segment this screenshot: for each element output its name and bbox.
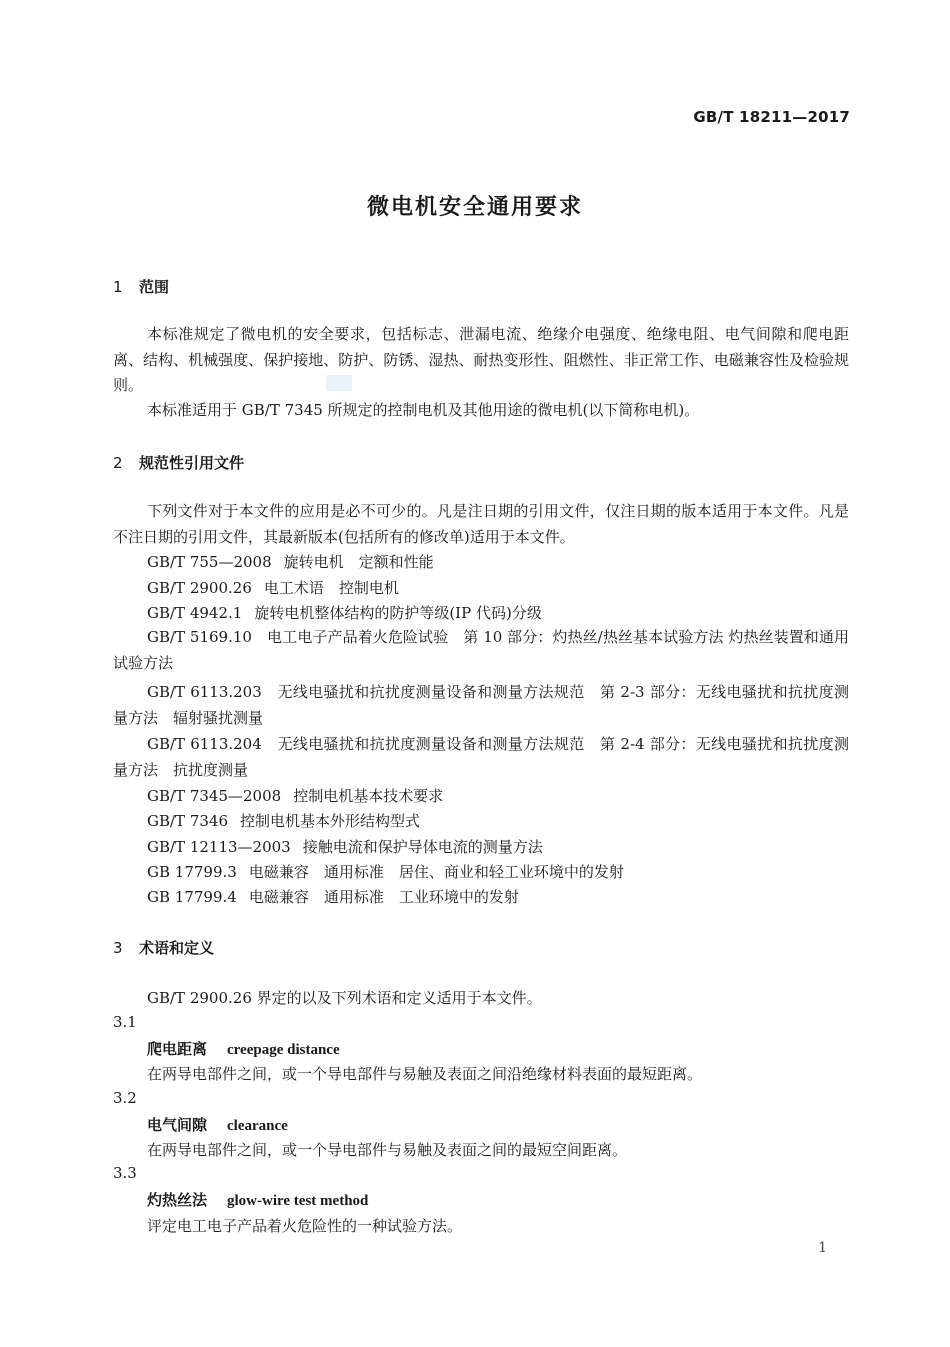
scope-paragraph-2: 本标准适用于 GB/T 7345 所规定的控制电机及其他用途的微电机(以下简称电机)。: [147, 401, 700, 419]
reference-title: 接触电流和保护导体电流的测量方法: [302, 838, 543, 856]
reference-title: 电磁兼容 通用标准 居住、商业和轻工业环境中的发射: [248, 863, 624, 881]
reference-code: GB/T 7346: [147, 812, 229, 830]
reference-item: [147, 602, 542, 623]
reference-code: GB/T 6113.203: [147, 683, 262, 701]
term-definition: 在两导电部件之间，或一个导电部件与易触及表面之间的最短空间距离。: [147, 1141, 628, 1159]
reference-code: GB/T 4942.1: [147, 604, 243, 622]
reference-title: 无线电骚扰和抗扰度测量设备和测量方法规范 第 2-4 部分：无线电骚扰和抗扰度测量方法 抗扰度测量: [113, 735, 849, 779]
reference-item: [113, 732, 849, 783]
reference-title: 旋转电机整体结构的防护等级(IP 代码)分级: [254, 604, 542, 622]
reference-code: GB/T 12113—2003: [147, 838, 291, 856]
document-title: 微电机安全通用要求: [366, 195, 583, 220]
standard-code: GB/T 18211—2017: [693, 108, 850, 126]
reference-item: [147, 836, 543, 857]
term-definition: 在两导电部件之间，或一个导电部件与易触及表面之间沿绝缘材料表面的最短距离。: [147, 1065, 703, 1083]
reference-title: 控制电机基本外形结构型式: [240, 812, 421, 830]
reference-code: GB 17799.3: [147, 863, 237, 881]
reference-title: 电工术语 控制电机: [263, 579, 399, 597]
scope-paragraph-1: 本标准规定了微电机的安全要求，包括标志、泄漏电流、绝缘介电强度、绝缘电阻、电气间隙和爬电距离、结构、机械强度、保护接地、防护、防锈、湿热、耐热变形性、阻燃性、非正常工作、电磁兼容性及检验规则。: [113, 325, 849, 394]
reference-code: GB/T 7345—2008: [147, 787, 282, 805]
reference-code: GB 17799.4: [147, 888, 237, 906]
reference-item: [113, 625, 849, 676]
reference-item: [147, 810, 420, 831]
section-title: 范围: [139, 278, 170, 296]
term-number: 3.3: [113, 1164, 137, 1182]
term-en: glow-wire test method: [227, 1193, 369, 1209]
section-heading-normative-references: [113, 452, 244, 473]
term-zh: 爬电距离: [147, 1040, 208, 1058]
section-heading-terms: [113, 937, 214, 958]
term-zh: 灼热丝法: [147, 1191, 208, 1209]
reference-title: 控制电机基本技术要求: [293, 787, 444, 805]
term-zh: 电气间隙: [147, 1116, 208, 1134]
section-number: 3: [113, 939, 123, 957]
section-title: 术语和定义: [139, 939, 215, 957]
term-definition: 评定电工电子产品着火危险性的一种试验方法。: [147, 1217, 463, 1235]
reference-title: 无线电骚扰和抗扰度测量设备和测量方法规范 第 2-3 部分：无线电骚扰和抗扰度测量方法 辐射骚扰测量: [113, 683, 849, 727]
page-number: 1: [818, 1240, 827, 1256]
reference-code: GB/T 5169.10: [147, 628, 252, 646]
term-number: 3.2: [113, 1089, 137, 1107]
section-number: 1: [113, 278, 123, 296]
reference-item: [113, 680, 849, 731]
reference-code: GB/T 2900.26: [147, 579, 252, 597]
term-heading: [147, 1189, 368, 1210]
reference-item: [147, 551, 434, 572]
section-heading-scope: [113, 276, 169, 297]
reference-item: [147, 886, 519, 907]
term-heading: [147, 1038, 340, 1059]
reference-item: [147, 577, 399, 598]
reference-item: [147, 785, 443, 806]
term-en: clearance: [227, 1118, 288, 1134]
term-number: 3.1: [113, 1013, 137, 1031]
reference-item: [147, 861, 624, 882]
term-heading: [147, 1114, 288, 1135]
references-intro: 下列文件对于本文件的应用是必不可少的。凡是注日期的引用文件，仅注日期的版本适用于本文件。凡是不注日期的引用文件，其最新版本(包括所有的修改单)适用于本文件。: [113, 502, 849, 546]
reference-title: 电磁兼容 通用标准 工业环境中的发射: [248, 888, 519, 906]
section-title: 规范性引用文件: [139, 454, 245, 472]
reference-title: 旋转电机 定额和性能: [283, 553, 434, 571]
reference-title: 电工电子产品着火危险试验 第 10 部分：灼热丝/热丝基本试验方法 灼热丝装置和通用试验方法: [113, 628, 849, 672]
reference-code: GB/T 755—2008: [147, 553, 272, 571]
section-number: 2: [113, 454, 123, 472]
term-en: creepage distance: [227, 1042, 340, 1058]
reference-code: GB/T 6113.204: [147, 735, 262, 753]
terms-intro: GB/T 2900.26 界定的以及下列术语和定义适用于本文件。: [147, 989, 542, 1007]
